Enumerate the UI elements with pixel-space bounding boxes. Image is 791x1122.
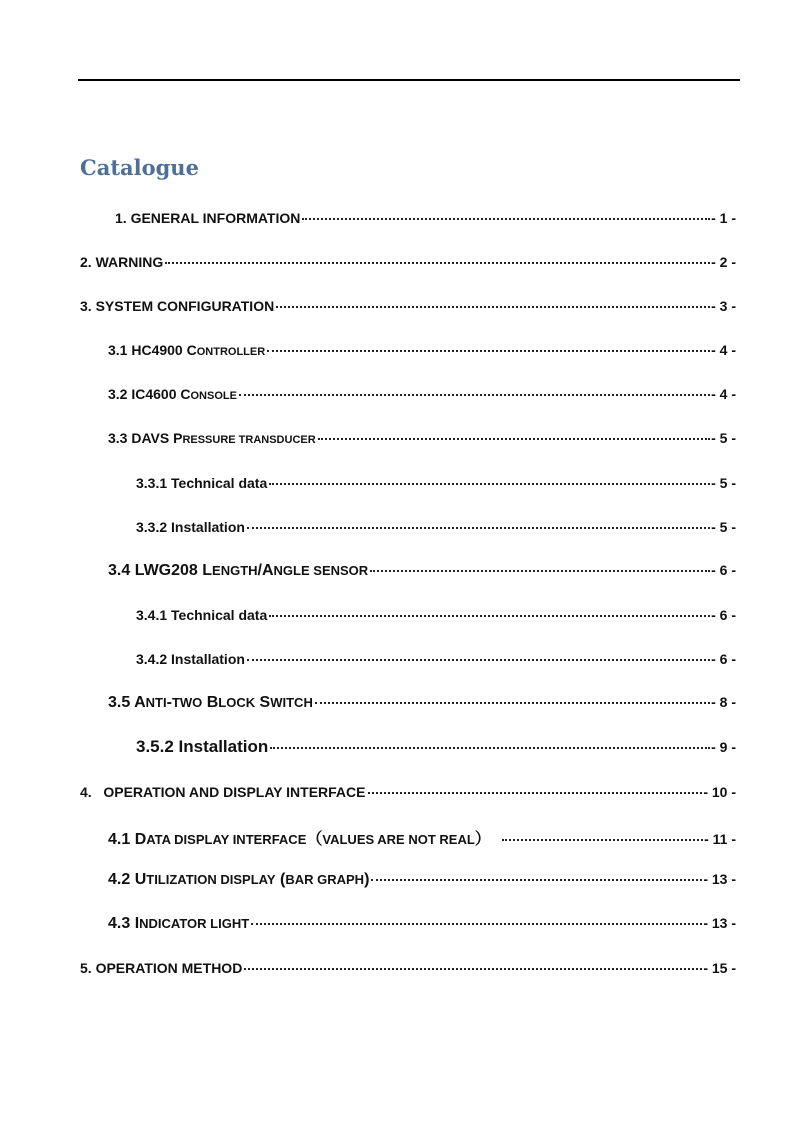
toc-page-number: - 10 - — [703, 784, 736, 800]
toc-entry-label: 3.3.1 Technical data — [136, 475, 268, 491]
page-title: Catalogue — [80, 155, 199, 180]
toc-entry-3-2[interactable] — [108, 386, 736, 406]
toc-entry-label: 3.3 DAVS PRESSURE TRANSDUCER — [108, 430, 316, 446]
toc-entry-3-3-1[interactable] — [136, 475, 736, 495]
toc-entry-3-3[interactable] — [108, 430, 736, 450]
toc-entry-label: 1. GENERAL INFORMATION — [115, 210, 301, 226]
toc-page-number: - 6 - — [711, 562, 736, 578]
toc-entry-label: 3.4.2 Installation — [136, 651, 245, 667]
toc-entry-label: 4.1 DATA DISPLAY INTERFACE（VALUES ARE NOT REAL） — [108, 831, 491, 848]
toc-entry-3-4[interactable] — [108, 562, 736, 582]
toc-entry-label: 4.2 UTILIZATION DISPLAY (BAR GRAPH) — [108, 871, 370, 888]
toc-page-number: - 8 - — [711, 694, 736, 710]
toc-entry-label: 3.5.2 Installation — [136, 737, 269, 756]
toc-entry-2[interactable] — [80, 254, 736, 274]
toc-entry-label: 4. OPERATION AND DISPLAY INTERFACE — [80, 784, 366, 800]
toc-leader — [247, 659, 710, 661]
toc-leader — [239, 394, 710, 396]
toc-leader — [251, 923, 702, 925]
toc-entry-3-4-2[interactable] — [136, 651, 736, 671]
toc-entry-4[interactable] — [80, 784, 736, 804]
toc-leader — [370, 570, 710, 572]
toc-entry-4-3[interactable] — [108, 915, 736, 935]
toc-entry-label: 3. SYSTEM CONFIGURATION — [80, 298, 275, 314]
toc-page-number: - 9 - — [711, 739, 736, 755]
toc-leader — [165, 262, 710, 264]
toc-page-number: - 4 - — [711, 386, 736, 402]
toc-entry-3-1[interactable] — [108, 342, 736, 362]
toc-entry-label: 3.3.2 Installation — [136, 519, 245, 535]
toc-page-number: - 1 - — [711, 210, 736, 226]
toc-page-number: - 13 - — [703, 871, 736, 887]
toc-page-number: - 11 - — [704, 831, 736, 847]
toc-leader — [247, 527, 710, 529]
toc-entry-label: 3.2 IC4600 CONSOLE — [108, 386, 237, 402]
toc-page-number: - 5 - — [711, 430, 736, 446]
toc-entry-3-3-2[interactable] — [136, 519, 736, 539]
toc-leader — [270, 747, 710, 749]
toc-entry-label: 5. OPERATION METHOD — [80, 960, 243, 976]
toc-leader — [502, 839, 703, 841]
toc-page-number: - 3 - — [711, 298, 736, 314]
toc-page-number: - 15 - — [703, 960, 736, 976]
toc-leader — [269, 483, 710, 485]
toc-entry-3-5[interactable] — [108, 694, 736, 714]
toc-leader — [267, 350, 710, 352]
toc-entry-3[interactable] — [80, 298, 736, 318]
toc-leader — [368, 792, 703, 794]
toc-entry-label: 3.4.1 Technical data — [136, 607, 268, 623]
toc-entry-label: 3.4 LWG208 LENGTH/ANGLE SENSOR — [108, 562, 369, 579]
toc-entry-3-4-1[interactable] — [136, 607, 736, 627]
toc-entry-label: 3.5 ANTI-TWO BLOCK SWITCH — [108, 694, 313, 711]
toc-entry-4-1[interactable] — [108, 826, 736, 846]
toc-entry-4-2[interactable] — [108, 871, 736, 891]
toc-entry-label: 4.3 INDICATOR LIGHT — [108, 915, 250, 932]
toc-leader — [302, 218, 710, 220]
toc-entry-label: 3.1 HC4900 CONTROLLER — [108, 342, 266, 358]
toc-entry-label: 2. WARNING — [80, 254, 164, 270]
header-rule — [78, 79, 740, 81]
toc-leader — [318, 438, 710, 440]
toc-leader — [269, 615, 710, 617]
toc-page-number: - 6 - — [711, 651, 736, 667]
toc-page-number: - 13 - — [703, 915, 736, 931]
toc-leader — [276, 306, 710, 308]
toc-leader — [315, 702, 710, 704]
toc-entry-5[interactable] — [80, 960, 736, 980]
toc-page-number: - 5 - — [711, 519, 736, 535]
toc-entry-1[interactable] — [115, 210, 736, 230]
toc-page-number: - 2 - — [711, 254, 736, 270]
toc-leader — [371, 879, 702, 881]
toc-page-number: - 4 - — [711, 342, 736, 358]
toc-leader — [244, 968, 702, 970]
toc-entry-3-5-2[interactable] — [136, 737, 736, 757]
toc-page-number: - 6 - — [711, 607, 736, 623]
toc-page-number: - 5 - — [711, 475, 736, 491]
